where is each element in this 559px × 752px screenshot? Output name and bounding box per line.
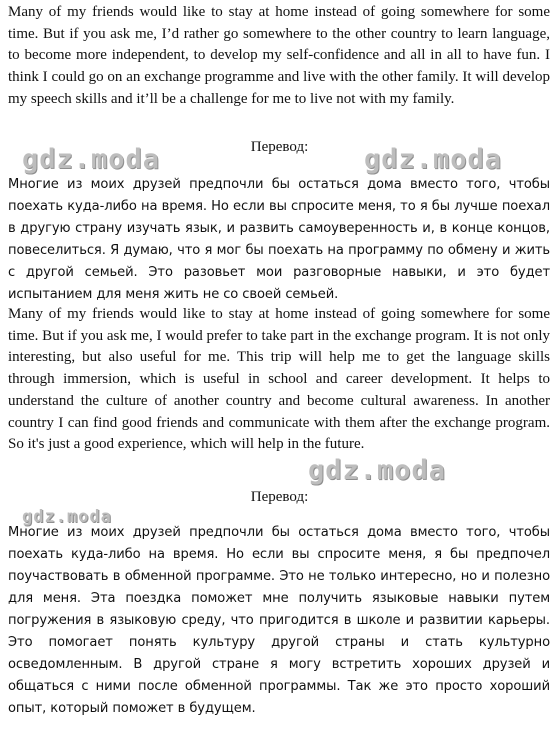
watermark-left-bottom: gdz.moda	[22, 507, 112, 527]
watermark-left-top: gdz.moda	[22, 144, 161, 175]
russian-paragraph-1: Многие из моих друзей предпочли бы остаться дома вместо того, чтобы поехать куда-либо на время. Но если вы спросите меня, то я бы лучше поехал в другую страну изучать язык, и развить самоуверенность и, в конце концов, повеселиться. Я думаю, что я мог бы поехать на программу по обмену и жить с другой семьей. Это разовьет мои разговорные навыки, и это будет испытанием для меня жить не со своей семьей.	[8, 177, 550, 302]
translation-heading-2: Перевод:	[250, 489, 309, 505]
russian-paragraph-2: Многие из моих друзей предпочли бы остаться дома вместо того, чтобы поехать куда-либо на время. Но если вы спросите меня, я бы предпочел поучаствовать в обменной программе. Это не только интересно, но и полезно для меня. Эта поездка поможет мне получить языковые навыки путем погружения в языковую среду, что пригодится в школе и развитии карьеры. Это помогает понять культуру другой страны и стать культурно осведомленным. В другой стране я могу встретить хороших друзей и общаться с ними после обменной программы. Так же это просто хороший опыт, который поможет в будущем.	[8, 525, 550, 716]
translation-heading-1: Перевод:	[250, 139, 309, 155]
watermark-middle: gdz.moda	[308, 455, 447, 486]
watermark-right-top: gdz.moda	[364, 144, 503, 175]
english-paragraph-1: Many of my friends would like to stay at home instead of going somewhere for some time. But if you ask me, I’d rather go somewhere to the other country to learn language, to become more independent, to develop my self-confidence and all in all to have fun. I think I could go on an exchange programme and live with the other family. It will develop my speech skills and it’ll be a challenge for me to live not with my family.	[8, 4, 550, 107]
english-paragraph-2: Many of my friends would like to stay at home instead of going somewhere for some time. But if you ask me, I would prefer to take part in the exchange program. It is not only interesting, but also useful for me. This trip will help me to get the language skills through immersion, which is useful in school and career development. It helps to understand the culture of another country and become cultural awareness. In another country I can find good friends and communicate with them after the exchange program. So it's just a good experience, which will help in the future.	[8, 306, 550, 453]
